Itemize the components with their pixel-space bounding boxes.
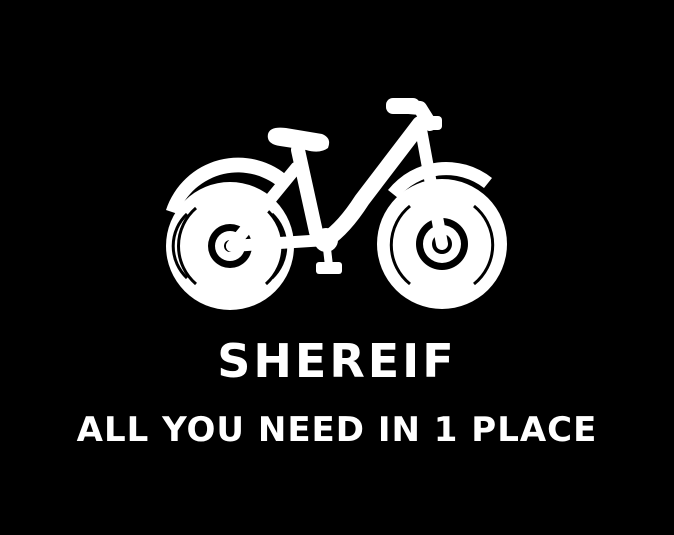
handlebar-grip: [424, 116, 442, 130]
brand-name: SHEREIF: [217, 334, 457, 388]
tagline: ALL YOU NEED IN 1 PLACE: [76, 410, 598, 450]
saddle: [268, 128, 329, 152]
handlebar: [386, 98, 420, 114]
